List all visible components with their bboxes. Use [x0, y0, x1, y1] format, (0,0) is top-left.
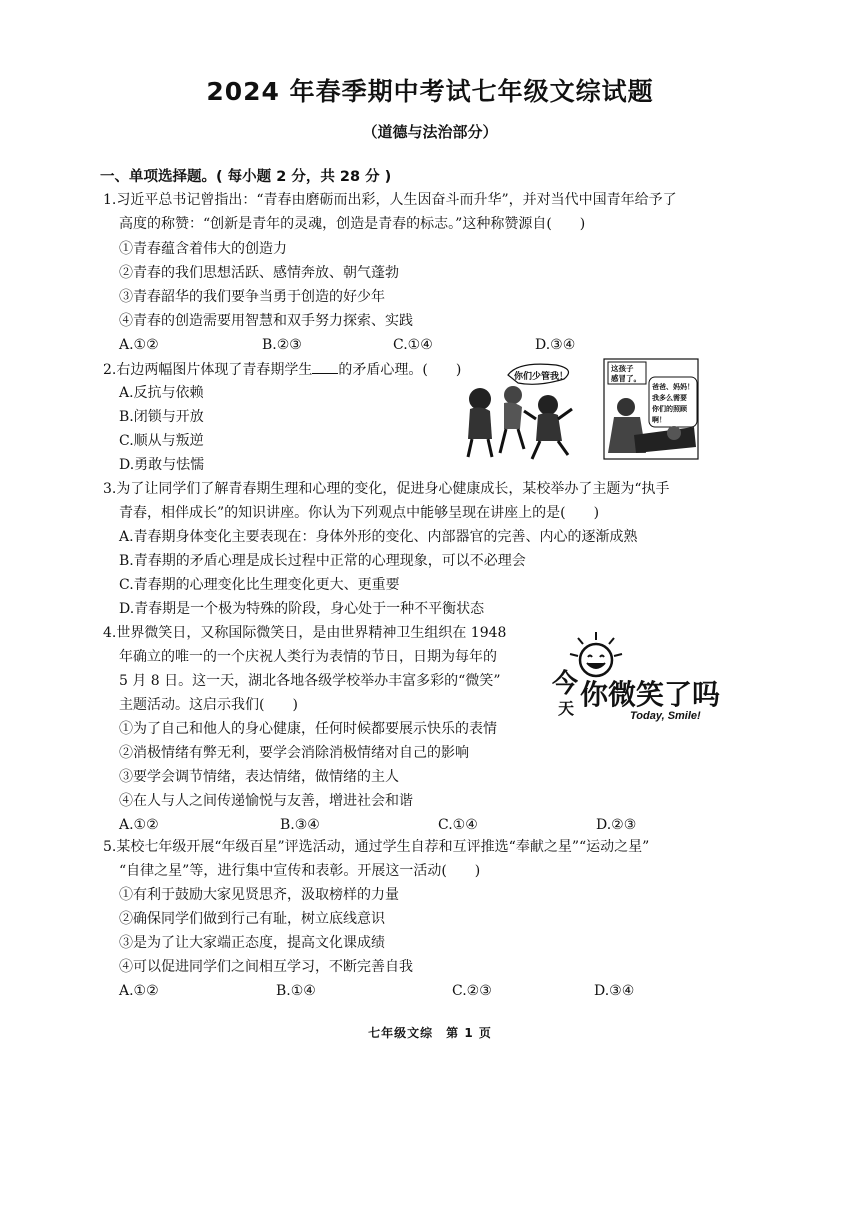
- option-c: C.②③: [452, 983, 492, 999]
- stem-after: 的矛盾心理。( ): [338, 362, 462, 378]
- question-line: 5.某校七年级开展“年级百星”评选活动，通过学生自荐和互评推选“奉献之星”“运动之星”: [103, 839, 650, 855]
- figure-body: [468, 407, 492, 439]
- smile-slogan: 你微笑了吗: [580, 678, 721, 711]
- question-line: ③要学会调节情绪，表达情绪，做情绪的主人: [119, 769, 399, 785]
- bubble-right-line: 爸爸、妈妈！: [652, 383, 694, 391]
- option-b: B.青春期的矛盾心理是成长过程中正常的心理现象，可以不必理会: [119, 553, 526, 569]
- bubble-left-text: 你们少管我！: [514, 372, 569, 382]
- smile-day-image: [550, 630, 728, 722]
- option-c: C.青春期的心理变化比生理变化更大、更重要: [119, 577, 400, 593]
- question-line: 3.为了让同学们了解青春期生理和心理的变化，促进身心健康成长，某校举办了主题为“执手: [103, 481, 670, 497]
- bubble-top-line: 感冒了。: [611, 374, 641, 383]
- figure-body: [504, 403, 522, 430]
- option-b: B.①④: [276, 983, 316, 999]
- question-line: ③是为了让大家端正态度，提高文化课成绩: [119, 935, 385, 951]
- option-b: B.③④: [280, 817, 320, 833]
- option-a: A.青春期身体变化主要表现在：身体外形的变化、内部器官的完善、内心的逐渐成熟: [119, 529, 638, 545]
- option-d: D.青春期是一个极为特殊的阶段，身心处于一种不平衡状态: [119, 601, 485, 617]
- question-line: 高度的称赞：“创新是青年的灵魂，创造是青春的标志。”这种称赞源自( ): [119, 216, 586, 232]
- option-a: A.反抗与依赖: [119, 385, 204, 401]
- option-a: A.①②: [119, 983, 159, 999]
- page-subtitle: （道德与法治部分）: [362, 123, 498, 141]
- option-d: D.勇敢与怯懦: [119, 457, 205, 473]
- figure-head: [504, 386, 522, 404]
- smile-char-tian: 天: [558, 699, 575, 718]
- question-line: ①有利于鼓励大家见贤思齐，汲取榜样的力量: [119, 887, 399, 903]
- figure-head: [538, 395, 558, 415]
- question-line: 年确立的唯一的一个庆祝人类行为表情的节日，日期为每年的: [119, 649, 497, 665]
- smile-english: Today, Smile!: [630, 710, 701, 722]
- answer-blank: [312, 359, 338, 374]
- option-d: D.③④: [594, 983, 635, 999]
- bubble-right-line: 啊！: [652, 416, 666, 424]
- question-line: ②消极情绪有弊无利，要学会消除消极情绪对自己的影响: [119, 745, 469, 761]
- option-d: D.③④: [535, 337, 576, 353]
- question-line: 1.习近平总书记曾指出：“青春由磨砺而出彩，人生因奋斗而升华”，并对当代中国青年给予了: [103, 192, 677, 208]
- bubble-right-line: 我多么需要: [652, 394, 687, 402]
- question-line: ④在人与人之间传递愉悦与友善，增进社会和谐: [119, 793, 413, 809]
- section-heading: 一、单项选择题。( 每小题 2 分，共 28 分 ): [100, 169, 392, 185]
- question-line: ①青春蕴含着伟大的创造力: [119, 241, 287, 257]
- question-line: 5 月 8 日。这一天，湖北各地各级学校举办丰富多彩的“微笑”: [119, 673, 501, 689]
- question-line: ②青春的我们思想活跃、感情奔放、朝气蓬勃: [119, 265, 399, 281]
- page-footer: 七年级文综 第 1 页: [368, 1026, 492, 1040]
- question-line: 青春，相伴成长”的知识讲座。你认为下列观点中能够呈现在讲座上的是( ): [119, 505, 600, 521]
- option-d: D.②③: [596, 817, 637, 833]
- question-line: 主题活动。这启示我们( ): [119, 697, 298, 713]
- option-c: C.顺从与叛逆: [119, 433, 204, 449]
- figure-head: [469, 388, 491, 410]
- option-b: B.闭锁与开放: [119, 409, 204, 425]
- figure-legs: [500, 429, 524, 453]
- question-line: ④青春的创造需要用智慧和双手努力探索、实践: [119, 313, 413, 329]
- question-line: ②确保同学们做到行己有耻，树立底线意识: [119, 911, 385, 927]
- option-a: A.①②: [119, 337, 159, 353]
- left-panel: [468, 364, 572, 459]
- option-c: C.①④: [438, 817, 478, 833]
- page-title: 2024 年春季期中考试七年级文综试题: [206, 77, 654, 106]
- cartoon-illustration: [458, 357, 700, 461]
- question-line: 4.世界微笑日，又称国际微笑日，是由世界精神卫生组织在 1948: [103, 625, 507, 641]
- question-line: ③青春韶华的我们要争当勇于创造的好少年: [119, 289, 385, 305]
- question-line: ①为了自己和他人的身心健康，任何时候都要展示快乐的表情: [119, 721, 497, 737]
- option-c: C.①④: [393, 337, 433, 353]
- option-a: A.①②: [119, 817, 159, 833]
- right-panel: [604, 359, 698, 459]
- stem-before: 2.右边两幅图片体现了青春期学生: [103, 362, 313, 378]
- bubble-top-line: 这孩子: [611, 364, 634, 373]
- question-line: “自律之星”等，进行集中宣传和表彰。开展这一活动( ): [119, 863, 481, 879]
- parent-head: [617, 398, 635, 416]
- question-line: ④可以促进同学们之间相互学习，不断完善自我: [119, 959, 413, 975]
- option-b: B.②③: [262, 337, 302, 353]
- question-line: [103, 359, 461, 380]
- child-head: [667, 426, 681, 440]
- bubble-right-line: 你们的照顾: [652, 405, 687, 413]
- figure-legs: [468, 439, 492, 457]
- smile-char-jin: 今: [552, 669, 579, 699]
